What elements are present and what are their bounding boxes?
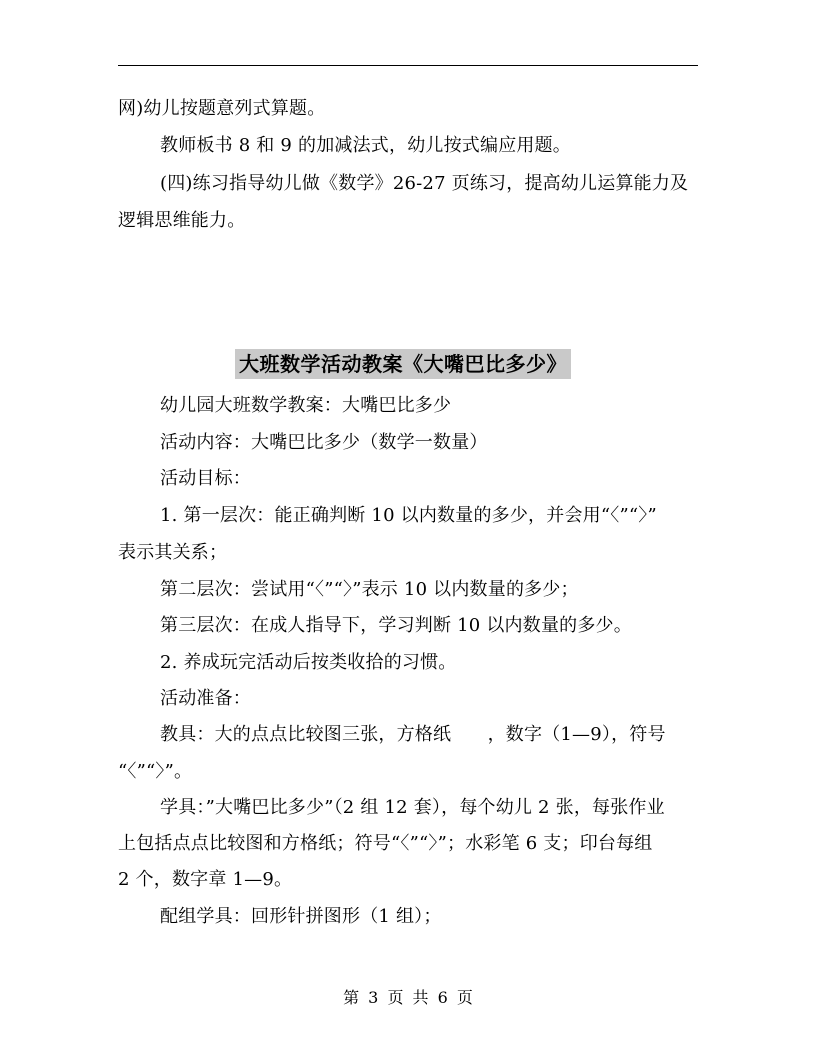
- header-rule: [118, 65, 698, 66]
- paragraph-line: (四)练习指导幼儿做《数学》26-27 页练习，提高幼儿运算能力及: [160, 173, 689, 194]
- paragraph-line: 1. 第一层次：能正确判断 10 以内数量的多少，并会用“〈”“〉”: [160, 505, 657, 526]
- paragraph-line: 逻辑思维能力。: [118, 210, 246, 231]
- page-footer: 第 3 页 共 6 页: [343, 988, 473, 1007]
- paragraph-line: 2. 养成玩完活动后按类收拾的习惯。: [160, 652, 457, 673]
- paragraph-line: 第三层次：在成人指导下，学习判断 10 以内数量的多少。: [160, 615, 632, 636]
- paragraph-line: 配组学具：回形针拼图形（1 组）；: [160, 906, 442, 927]
- paragraph-line: 教师板书 8 和 9 的加减法式，幼儿按式编应用题。: [160, 135, 571, 156]
- section-heading: 大班数学活动教案《大嘴巴比多少》: [235, 349, 571, 379]
- paragraph-line: 2 个，数字章 1—9。: [118, 869, 293, 890]
- paragraph-line: 上包括点点比较图和方格纸；符号“〈”“〉”；水彩笔 6 支；印台每组: [118, 833, 653, 854]
- paragraph-line: 网)幼儿按题意列式算题。: [118, 98, 326, 119]
- paragraph-line: 活动目标：: [160, 468, 251, 489]
- paragraph-line: 幼儿园大班数学教案：大嘴巴比多少: [160, 395, 452, 416]
- paragraph-line: 表示其关系；: [118, 542, 228, 563]
- paragraph-line: “〈”“〉”。: [118, 761, 193, 782]
- paragraph-line: 学具：”大嘴巴比多少”（2 组 12 套），每个幼儿 2 张，每张作业: [160, 797, 665, 818]
- paragraph-line: 活动内容：大嘴巴比多少（数学一数量）: [160, 432, 488, 453]
- paragraph-line: 活动准备：: [160, 688, 251, 709]
- paragraph-line: 第二层次：尝试用“〈”“〉”表示 10 以内数量的多少；: [160, 579, 579, 600]
- paragraph-line: 教具：大的点点比较图三张，方格纸 ，数字（1—9），符号: [160, 724, 666, 745]
